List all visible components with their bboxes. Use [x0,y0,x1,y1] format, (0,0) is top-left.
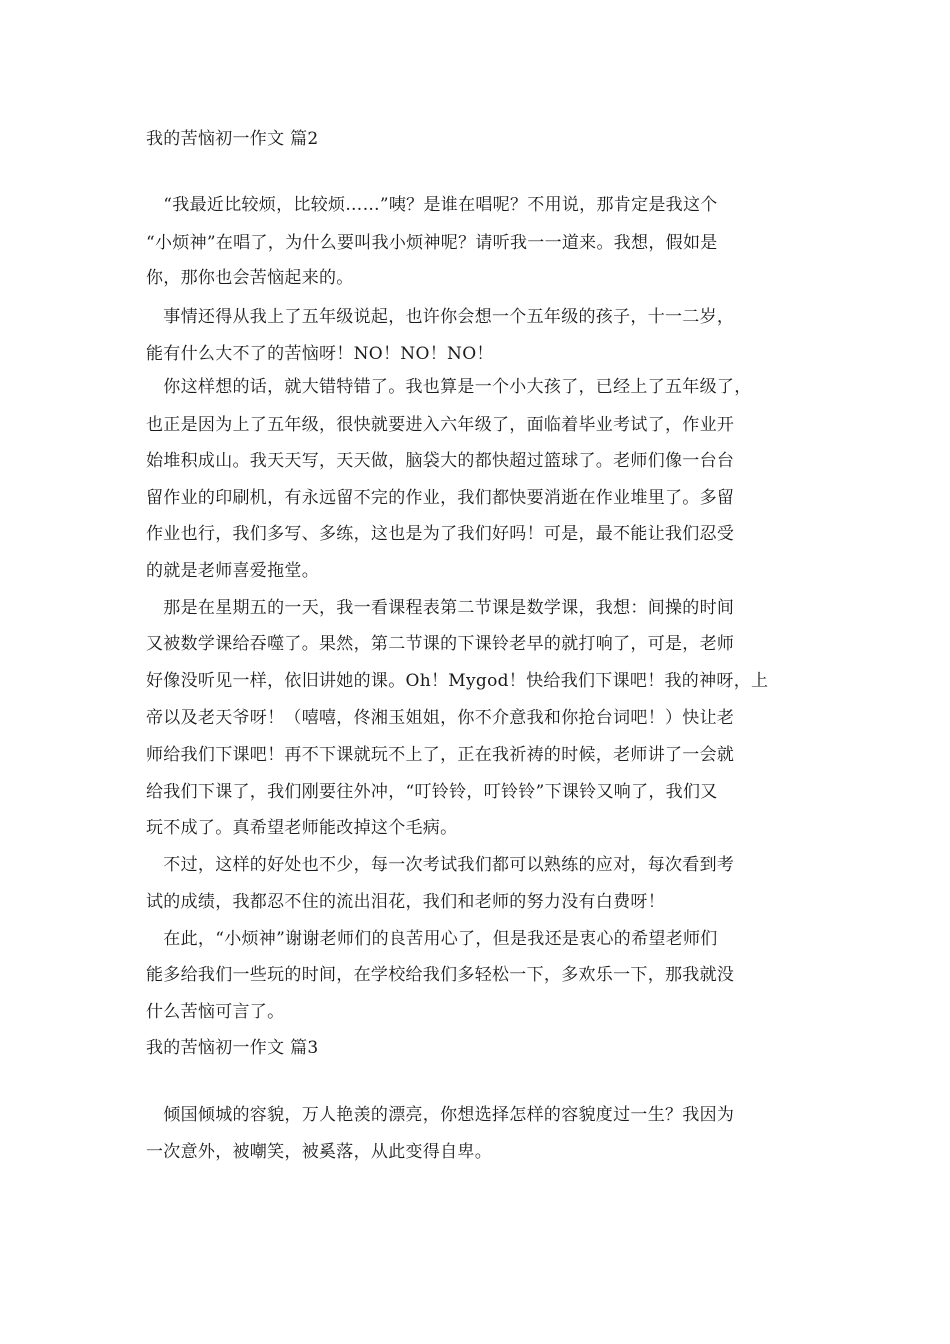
section-2-line-22: 能多给我们一些玩的时间，在学校给我们多轻松一下，多欢乐一下，那我就没 [146,965,735,985]
section-3-line-1: 倾国倾城的容貌，万人艳羡的漂亮，你想选择怎样的容貌度过一生？我因为 [146,1105,735,1125]
section-2-line-21: 在此，“小烦神”谢谢老师们的良苦用心了，但是我还是衷心的希望老师们 [146,929,718,949]
section-2-line-11: 的就是老师喜爱拖堂。 [146,561,319,581]
section-2-line-13: 又被数学课给吞噬了。果然，第二节课的下课铃老早的就打响了，可是，老师 [146,634,735,654]
section-2-line-12: 那是在星期五的一天，我一看课程表第二节课是数学课，我想：间操的时间 [146,598,735,618]
section-2-line-23: 什么苦恼可言了。 [146,1002,285,1022]
section-2-line-1: “我最近比较烦，比较烦……”咦？是谁在唱呢？不用说，那肯定是我这个 [146,195,718,215]
section-3-line-2: 一次意外，被嘲笑，被奚落，从此变得自卑。 [146,1142,492,1162]
section-2-line-9: 留作业的印刷机，有永远留不完的作业，我们都快要消逝在作业堆里了。多留 [146,488,735,508]
section-2-line-7: 也正是因为上了五年级，很快就要进入六年级了，面临着毕业考试了，作业开 [146,415,735,435]
section-2-line-18: 玩不成了。真希望老师能改掉这个毛病。 [146,818,458,838]
section-2-line-5: 能有什么大不了的苦恼呀！NO！NO！NO！ [146,344,494,364]
section-2-line-16: 师给我们下课吧！再不下课就玩不上了，正在我祈祷的时候，老师讲了一会就 [146,745,735,765]
section-2-line-17: 给我们下课了，我们刚要往外冲，“叮铃铃，叮铃铃”下课铃又响了，我们又 [146,782,718,802]
section-2-line-20: 试的成绩，我都忍不住的流出泪花，我们和老师的努力没有白费呀！ [146,892,665,912]
section-2-line-4: 事情还得从我上了五年级说起，也许你会想一个五年级的孩子，十一二岁， [146,307,735,327]
section-2-line-19: 不过，这样的好处也不少，每一次考试我们都可以熟练的应对，每次看到考 [146,855,735,875]
section-2-line-8: 始堆积成山。我天天写，天天做，脑袋大的都快超过篮球了。老师们像一台台 [146,451,735,471]
section-3-heading: 我的苦恼初一作文 篇3 [146,1038,319,1058]
section-2-line-10: 作业也行，我们多写、多练，这也是为了我们好吗！可是，最不能让我们忍受 [146,524,735,544]
section-2-line-14: 好像没听见一样，依旧讲她的课。Oh！Mygod！快给我们下课吧！我的神呀，上 [146,671,769,691]
section-2-line-2: “小烦神”在唱了，为什么要叫我小烦神呢？请听我一一道来。我想，假如是 [146,233,718,253]
section-2-line-6: 你这样想的话，就大错特错了。我也算是一个小大孩了，已经上了五年级了， [146,377,752,397]
section-2-line-15: 帝以及老天爷呀！（嘻嘻，佟湘玉姐姐，你不介意我和你抢台词吧！）快让老 [146,708,735,728]
section-2-line-3: 你，那你也会苦恼起来的。 [146,268,354,288]
section-2-heading: 我的苦恼初一作文 篇2 [146,129,319,149]
